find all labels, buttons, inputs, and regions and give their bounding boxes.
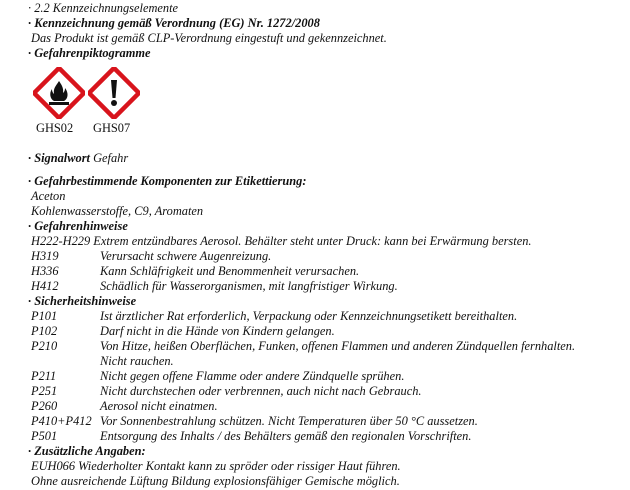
precaution-code: P251 bbox=[31, 384, 58, 398]
precaution-code: P501 bbox=[31, 429, 58, 443]
flame-icon bbox=[33, 67, 85, 119]
precaution-text: Von Hitze, heißen Oberflächen, Funken, offenen Flammen und anderen Zündquellen fernhalten. bbox=[100, 339, 576, 353]
precaution-text: Nicht gegen offene Flamme oder andere Zündquelle sprühen. bbox=[100, 369, 405, 383]
precaution-code: P260 bbox=[31, 399, 58, 413]
additional-item: EUH066 Wiederholter Kontakt kann zu spröder oder rissiger Haut führen. bbox=[31, 459, 401, 473]
precaution-text: Nicht durchstechen oder verbrennen, auch nicht nach Gebrauch. bbox=[100, 384, 422, 398]
precaution-code: P210 bbox=[31, 339, 58, 353]
additional-title: · Zusätzliche Angaben: bbox=[28, 444, 146, 458]
precaution-text-continued: Nicht rauchen. bbox=[100, 354, 174, 368]
hazard-text: Schädlich für Wasserorganismen, mit langfristiger Wirkung. bbox=[100, 279, 398, 293]
precaution-text: Entsorgung des Inhalts / des Behälters gemäß den regionalen Vorschriften. bbox=[100, 429, 472, 443]
precaution-text: Ist ärztlicher Rat erforderlich, Verpackung oder Kennzeichnungsetikett bereithalten. bbox=[100, 309, 518, 323]
hazard-text: Verursacht schwere Augenreizung. bbox=[100, 249, 272, 263]
hazard-combined: H222-H229 Extrem entzündbares Aerosol. Behälter steht unter Druck: kann bei Erwärmung bersten. bbox=[31, 234, 532, 248]
hazard-title: · Gefahrenhinweise bbox=[28, 219, 128, 233]
precaution-code: P101 bbox=[31, 309, 58, 323]
precaution-text: Vor Sonnenbestrahlung schützen. Nicht Temperaturen über 50 °C aussetzen. bbox=[100, 414, 478, 428]
regulation-title: · Kennzeichnung gemäß Verordnung (EG) Nr. 1272/2008 bbox=[28, 16, 320, 30]
ghs07-label: GHS07 bbox=[93, 121, 131, 135]
component-item: Kohlenwasserstoffe, C9, Aromaten bbox=[31, 204, 204, 218]
precaution-code: P410+P412 bbox=[31, 414, 92, 428]
precaution-text: Aerosol nicht einatmen. bbox=[100, 399, 218, 413]
signal-word-label: · Signalwort bbox=[28, 151, 90, 165]
components-title: · Gefahrbestimmende Komponenten zur Etikettierung: bbox=[28, 174, 307, 188]
signal-word-value: Gefahr bbox=[93, 151, 129, 165]
precaution-code: P102 bbox=[31, 324, 58, 338]
component-item: Aceton bbox=[31, 189, 66, 203]
additional-item: Ohne ausreichende Lüftung Bildung explosionsfähiger Gemische möglich. bbox=[31, 474, 400, 488]
hazard-code: H412 bbox=[31, 279, 59, 293]
precaution-title: · Sicherheitshinweise bbox=[28, 294, 137, 308]
ghs02-label: GHS02 bbox=[36, 121, 74, 135]
hazard-text: Kann Schläfrigkeit und Benommenheit verursachen. bbox=[100, 264, 360, 278]
regulation-text: Das Produkt ist gemäß CLP-Verordnung eingestuft und gekennzeichnet. bbox=[31, 31, 387, 45]
hazard-code: H336 bbox=[31, 264, 59, 278]
exclamation-icon bbox=[88, 67, 140, 119]
hazard-code: H319 bbox=[31, 249, 59, 263]
precaution-code: P211 bbox=[31, 369, 57, 383]
pictograms-title: · Gefahrenpiktogramme bbox=[28, 46, 151, 60]
section-heading: · 2.2 Kennzeichnungselemente bbox=[28, 1, 179, 15]
signal-word-line bbox=[28, 151, 128, 166]
precaution-text: Darf nicht in die Hände von Kindern gelangen. bbox=[100, 324, 335, 338]
